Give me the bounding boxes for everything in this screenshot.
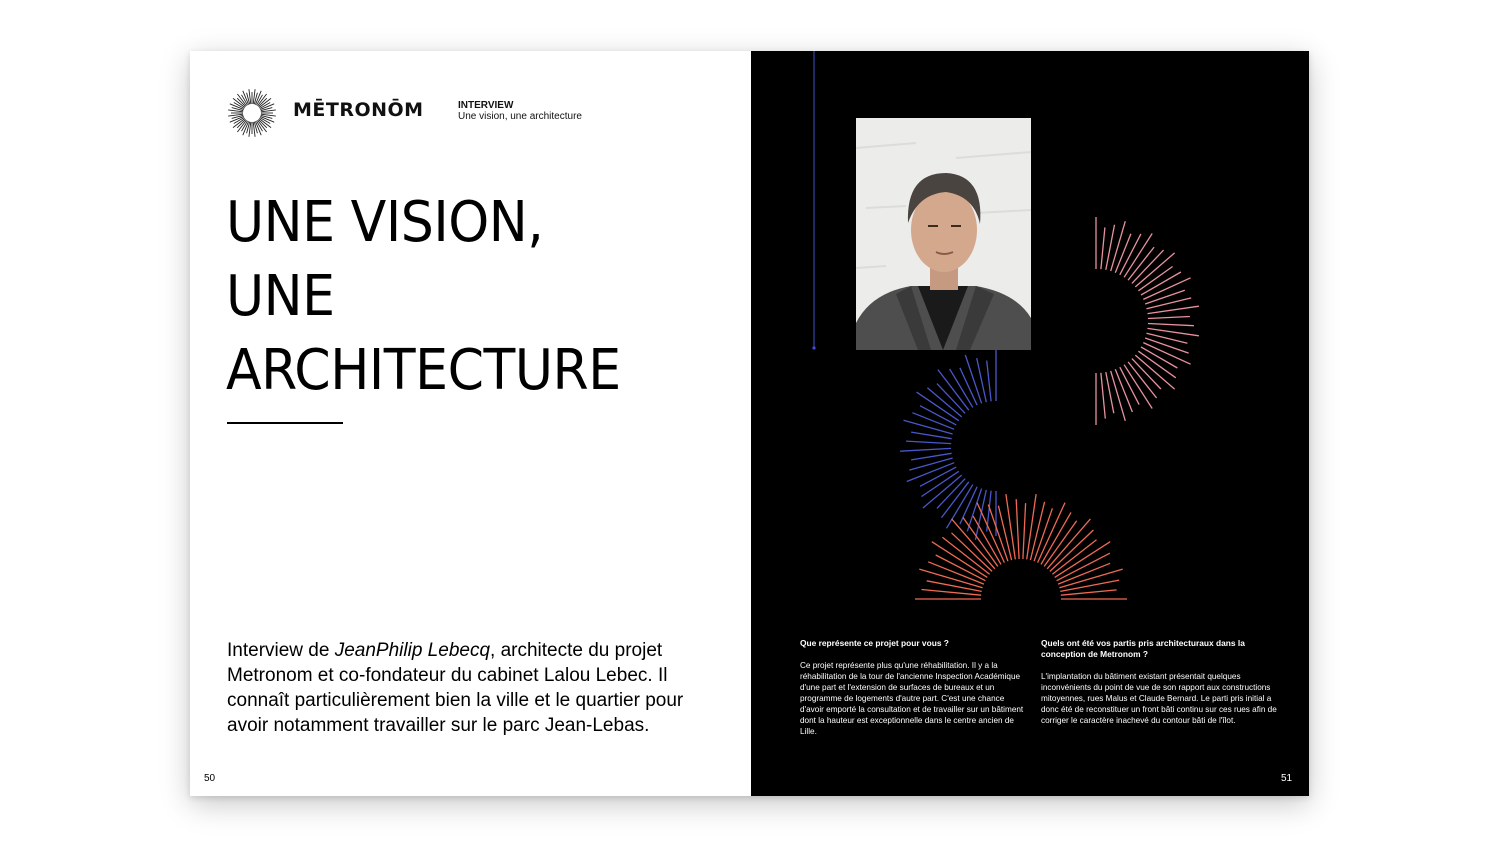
- page-number-left: 50: [204, 773, 216, 784]
- qa-column-1: [800, 638, 1028, 737]
- blue-burst-ray: [906, 441, 951, 444]
- orange-burst-ray: [1060, 580, 1119, 591]
- orange-burst-ray: [942, 537, 989, 574]
- answer-2: L'implantation du bâtiment existant présentait quelques inconvénients du point de vue de son rapport aux constructions mitoyennes, rues Malus et Claude Bernard. Le parti pris initial a donc été de reconstituer un front bâti continu sur ces rues afin de corriger le caractère inachevé du contour bâti de l'îlot.: [1041, 672, 1277, 725]
- magazine-spread: [190, 51, 1309, 796]
- page-number-right: 51: [1281, 773, 1293, 784]
- pink-burst-ray: [1148, 324, 1194, 326]
- blue-burst-ray: [987, 361, 991, 402]
- orange-burst-ray: [1061, 590, 1117, 595]
- blue-burst-ray: [975, 490, 986, 540]
- right-page: [751, 51, 1309, 796]
- intro-lead: Interview de: [227, 640, 335, 661]
- title-line-3: ARCHITECTURE: [226, 338, 621, 403]
- pink-burst-ray: [1111, 221, 1126, 271]
- blue-burst-ray: [900, 448, 951, 451]
- section-subtitle: Une vision, une architecture: [458, 111, 582, 122]
- pink-burst-ray: [1115, 234, 1131, 273]
- blue-burst-ray: [967, 489, 981, 532]
- pink-burst-ray: [1101, 373, 1105, 419]
- blue-burst-ray: [904, 420, 953, 434]
- qa-column-2: [1041, 638, 1279, 726]
- orange-burst-ray: [1006, 494, 1015, 559]
- section-label: INTERVIEW: [458, 100, 514, 111]
- pink-burst-ray: [1148, 306, 1199, 313]
- intro-body: , architecte du projet Metronom et co-fondateur du cabinet Lalou Lebec. Il connaît particulièrement bien la ville et le quartier pour avoir notamment travailler sur le parc Jean-Lebas.: [227, 640, 684, 736]
- orange-burst-ray: [963, 518, 998, 567]
- pink-burst-ray: [1111, 371, 1126, 421]
- left-page: [190, 51, 751, 796]
- portrait-image: [856, 118, 1031, 350]
- pink-burst-ray: [1101, 227, 1105, 269]
- blue-burst-ray: [911, 432, 952, 439]
- answer-1: Ce projet représente plus qu'une réhabilitation. Il y a la réhabilitation de la tour de l'ancienne Inspection Académique d'une part et l'extension de surfaces de bureaux et un programme de logements d'autre part. C'est une chance d'avoir emporté la consultation et de travailler sur un bâtiment dont la hauteur est exceptionnelle dans le centre ancien de Lille.: [800, 661, 1024, 736]
- question-1: Que représente ce projet pour vous ?: [800, 638, 949, 648]
- title-line-2: UNE: [226, 264, 335, 329]
- pink-burst-ray: [1145, 290, 1185, 304]
- blue-burst-ray: [977, 358, 987, 402]
- orange-burst-ray: [927, 581, 982, 592]
- pink-burst-ray: [1147, 298, 1192, 309]
- orange-burst-ray: [1023, 503, 1026, 559]
- portrait-photo: [856, 118, 1031, 350]
- interviewee-name: JeanPhilip Lebecq: [334, 640, 491, 661]
- pink-burst-ray: [1147, 333, 1188, 343]
- title-line-1: UNE VISION,: [226, 190, 544, 255]
- question-2: Quels ont été vos partis pris architecturaux dans la conception de Metronom ?: [1041, 638, 1245, 659]
- orange-burst-ray: [1041, 512, 1071, 564]
- pink-burst-ray: [1145, 338, 1189, 353]
- guide-dot: [812, 346, 815, 349]
- radial-burst-icon: [226, 87, 278, 139]
- orange-burst-ray: [922, 590, 982, 596]
- pink-burst-ray: [1148, 328, 1199, 335]
- blue-burst-ray: [909, 458, 952, 470]
- pink-burst-ray: [1148, 317, 1190, 319]
- blue-burst-ray: [911, 453, 952, 460]
- brand-wordmark: MĒTRONŌM: [293, 99, 424, 121]
- page-title: [226, 186, 700, 408]
- orange-burst-ray: [1027, 494, 1036, 559]
- orange-burst-ray: [1016, 499, 1019, 559]
- title-divider: [227, 422, 343, 424]
- intro-paragraph: [227, 638, 717, 738]
